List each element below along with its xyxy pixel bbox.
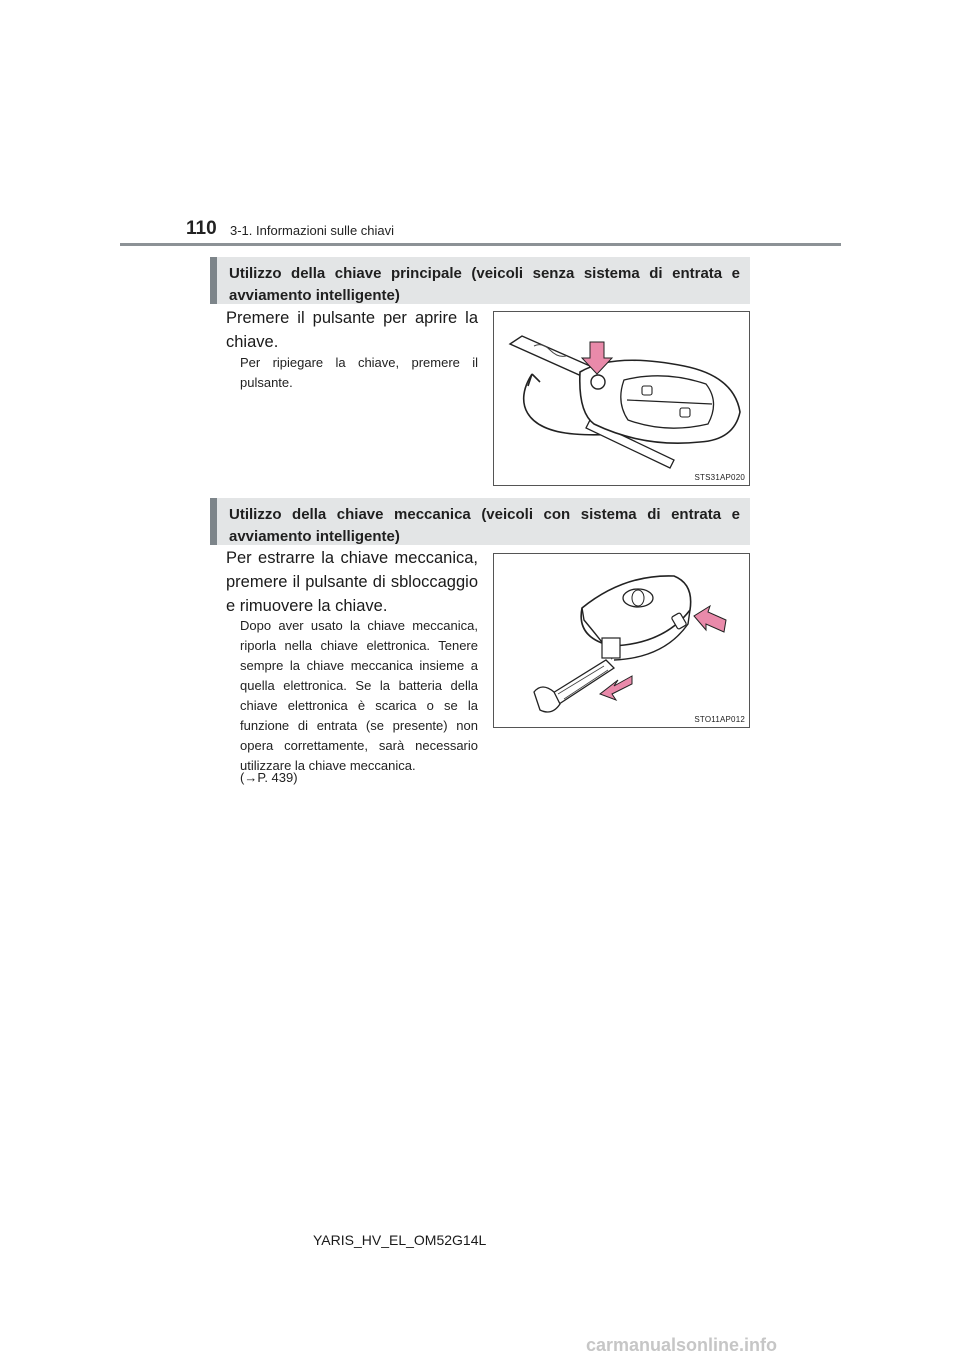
flip-key-illustration	[494, 312, 750, 486]
footer-model-code: YARIS_HV_EL_OM52G14L	[313, 1232, 487, 1248]
section-title: 3-1. Informazioni sulle chiavi	[230, 223, 395, 238]
figure-code: STS31AP020	[694, 473, 745, 482]
section-heading-mechanical-key: Utilizzo della chiave meccanica (veicoli con sistema di entrata e avviamento intelligente)	[210, 498, 750, 545]
page-number: 110	[186, 218, 217, 239]
note-main-key: Per ripiegare la chiave, premere il pulsante.	[240, 355, 478, 390]
instruction-main-key: Premere il pulsante per aprire la chiave.	[226, 309, 478, 351]
header-rule	[120, 243, 841, 246]
watermark: carmanualsonline.info	[586, 1335, 778, 1355]
instruction-mechanical-key: Per estrarre la chiave meccanica, premere il pulsante di sbloccaggio e rimuovere la chiave.	[226, 549, 478, 615]
figure-flip-key	[493, 311, 750, 486]
note-mechanical-key: Dopo aver usato la chiave meccanica, riporla nella chiave elettronica. Tenere sempre la chiave meccanica insieme a quella elettronica. Se la batteria della chiave elettronica è scarica o se la funzione di entrata (se presente) non opera correttamente, sarà necessario utilizzare la chiave meccanica.	[240, 618, 478, 773]
figure-code: STO11AP012	[694, 715, 745, 724]
figure-smart-key	[493, 553, 750, 728]
section-heading-main-key: Utilizzo della chiave principale (veicoli senza sistema di entrata e avviamento intelligente)	[210, 257, 750, 304]
smart-key-illustration	[494, 554, 750, 728]
page-reference[interactable]: (→P. 439)	[240, 770, 298, 785]
